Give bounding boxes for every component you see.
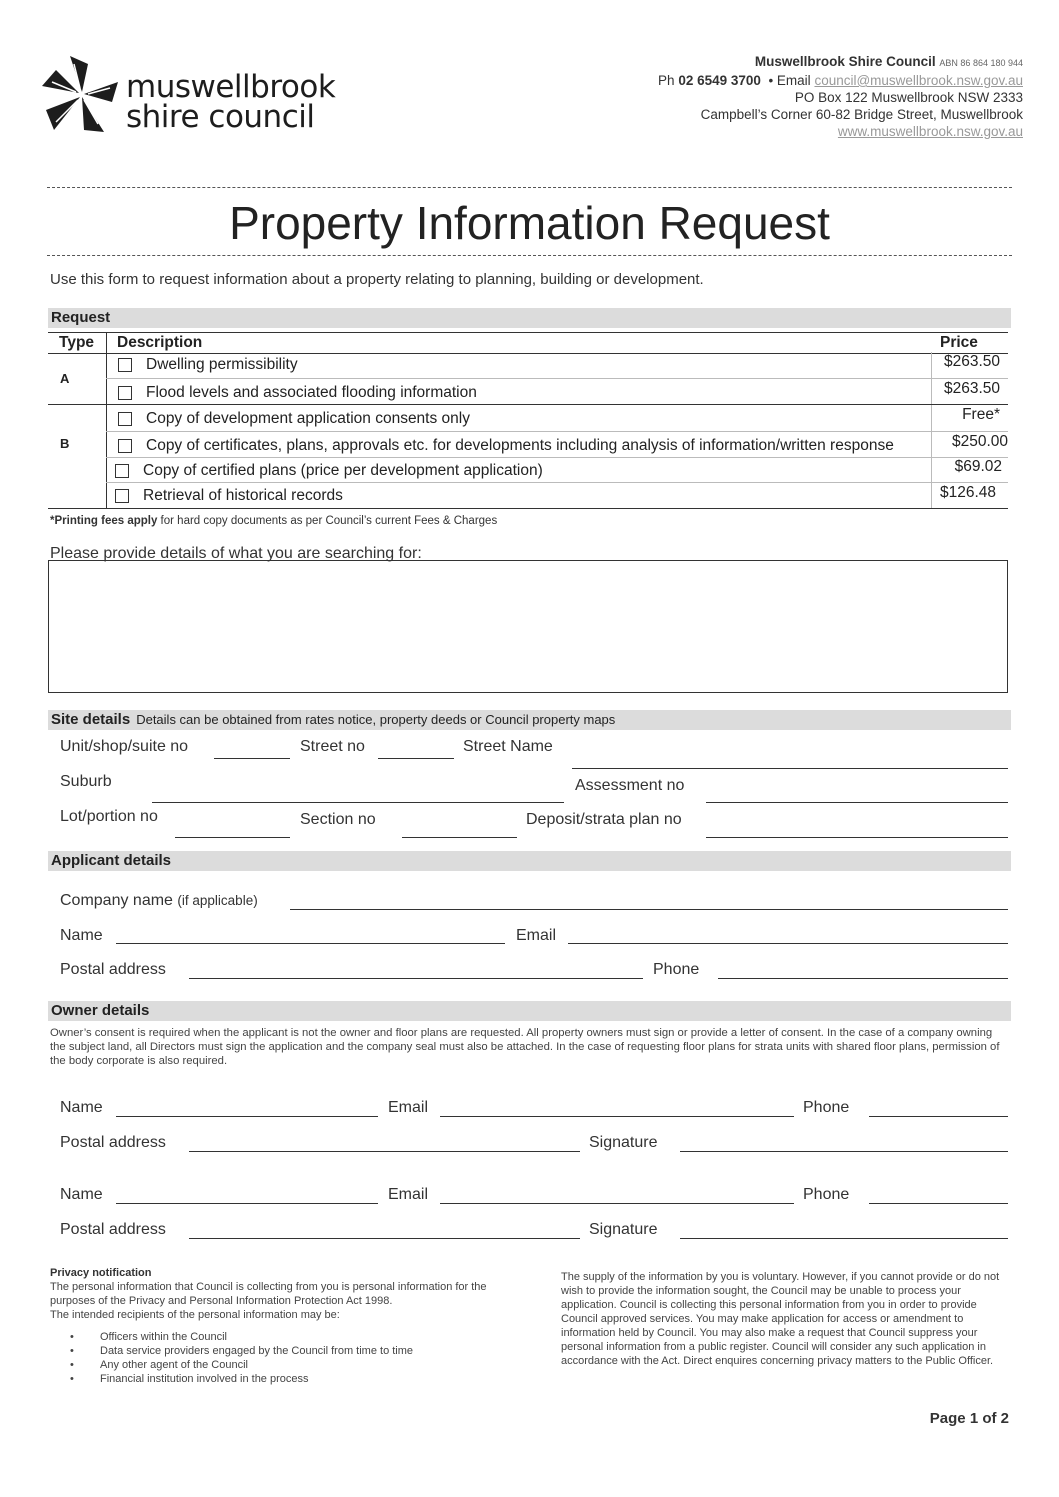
owner2-email-label: Email (388, 1186, 429, 1203)
owner2-postal-field[interactable] (189, 1238, 580, 1239)
row-label: Flood levels and associated flooding information (146, 384, 477, 401)
col-description: Description (117, 334, 203, 351)
owner1-phone-field[interactable] (869, 1116, 1008, 1117)
details-textarea[interactable] (48, 560, 1008, 693)
council-logo (40, 52, 340, 142)
company-field[interactable] (290, 909, 1008, 910)
owner-section-header (48, 1001, 1011, 1021)
org-name: Muswellbrook Shire Council (754, 54, 936, 69)
street-name-label: Street Name (463, 738, 553, 755)
details-prompt: Please provide details of what you are searching for: (50, 545, 422, 562)
printing-note (50, 515, 497, 527)
owner1-signature-field[interactable] (680, 1151, 1008, 1152)
printing-note-bold: *Printing fees apply (50, 515, 158, 527)
applicant-postal-label: Postal address (60, 961, 166, 978)
type-b: B (60, 436, 70, 451)
street-address: Campbell’s Corner 60-82 Bridge Street, Muswellbrook (700, 107, 1023, 122)
list-item: • Financial institution involved in the process (70, 1373, 309, 1385)
applicant-name-label: Name (60, 927, 103, 944)
applicant-email-label: Email (516, 927, 557, 944)
type-a: A (60, 371, 70, 386)
lot-label: Lot/portion no (60, 808, 158, 825)
row-price: $250.00 (951, 433, 1008, 450)
applicant-name-field[interactable] (116, 943, 505, 944)
street-no-field[interactable] (378, 758, 454, 759)
col-type: Type (59, 334, 95, 351)
company-label-note: (if applicable) (177, 893, 258, 908)
applicant-postal-field[interactable] (189, 978, 643, 979)
checkbox-dwelling[interactable] (118, 358, 132, 372)
privacy-bullet: Any other agent of the Council (100, 1359, 248, 1371)
owner1-name-field[interactable] (116, 1116, 378, 1117)
owner2-phone-label: Phone (803, 1186, 850, 1203)
request-section-header (48, 308, 1011, 328)
row-label: Retrieval of historical records (143, 487, 343, 504)
site-section-title: Site details (51, 711, 131, 728)
owner-note: Owner’s consent is required when the applicant is not the owner and floor plans are requested. All property owners must sign or provide a letter of consent. In the case of a company owning the subject land, all Directors must sign the application and the company seal must also be attached. In the case of requesting floor plans for strata units with shared floor plans, permission of the body corporate is also required. (50, 1027, 1000, 1067)
request-row[interactable] (106, 410, 470, 428)
assessment-label: Assessment no (575, 777, 685, 794)
owner2-email-field[interactable] (440, 1203, 794, 1204)
applicant-section-title: Applicant details (51, 852, 172, 869)
privacy-heading: Privacy notification (50, 1267, 152, 1279)
checkbox-da-consents[interactable] (118, 412, 132, 426)
applicant-phone-label: Phone (653, 961, 700, 978)
owner2-name-field[interactable] (116, 1203, 378, 1204)
suburb-field[interactable] (152, 802, 564, 803)
po-box: PO Box 122 Muswellbrook NSW 2333 (794, 90, 1023, 105)
owner2-postal-label: Postal address (60, 1221, 166, 1238)
owner1-postal-label: Postal address (60, 1134, 166, 1151)
abn: ABN 86 864 180 944 (939, 58, 1023, 68)
page-number: Page 1 of 2 (929, 1410, 1009, 1427)
owner2-signature-field[interactable] (680, 1238, 1008, 1239)
list-item: • Any other agent of the Council (70, 1359, 248, 1371)
section-field[interactable] (402, 837, 517, 838)
phone-label: Ph (658, 73, 675, 88)
site-section-sub: Details can be obtained from rates notice, property deeds or Council property maps (136, 712, 616, 727)
row-price: $263.50 (943, 353, 1000, 370)
owner-section-title: Owner details (51, 1002, 150, 1019)
row-price: Free* (962, 406, 1000, 423)
email-label: • Email (768, 73, 811, 88)
privacy-para1: The personal information that Council is collecting from you is personal information for the purposes of the Privacy and Personal Information Protection Act 1998. (50, 1281, 487, 1307)
site-section-header (48, 710, 1011, 730)
request-row[interactable] (106, 356, 298, 374)
deposit-field[interactable] (706, 837, 1008, 838)
phone: 02 6549 3700 (678, 73, 761, 88)
owner2-phone-field[interactable] (869, 1203, 1008, 1204)
request-table (48, 332, 1008, 508)
checkbox-historical[interactable] (115, 489, 129, 503)
company-label (60, 892, 258, 910)
row-label: Copy of development application consents only (146, 410, 470, 427)
owner2-name-label: Name (60, 1186, 103, 1203)
applicant-phone-field[interactable] (718, 978, 1008, 979)
suburb-label: Suburb (60, 773, 112, 790)
row-label: Copy of certificates, plans, approvals etc. for developments including analysis of information/written response (146, 437, 894, 454)
street-name-field[interactable] (572, 768, 1008, 769)
section-label: Section no (300, 811, 376, 828)
assessment-field[interactable] (706, 802, 1008, 803)
flower-logo-icon (40, 52, 124, 138)
request-row[interactable] (106, 437, 894, 455)
owner1-name-label: Name (60, 1099, 103, 1116)
privacy-left (50, 1266, 495, 1386)
unit-field[interactable] (214, 758, 290, 759)
logo-line-1: muswellbrook (126, 69, 336, 105)
street-no-label: Street no (300, 738, 365, 755)
row-label: Copy of certified plans (price per development application) (143, 462, 543, 479)
checkbox-certified-plans[interactable] (115, 464, 129, 478)
request-row[interactable] (103, 462, 543, 480)
col-price: Price (940, 334, 978, 351)
divider-bottom (47, 255, 1012, 256)
applicant-section-header (48, 851, 1011, 871)
lot-field[interactable] (175, 837, 290, 838)
deposit-label: Deposit/strata plan no (526, 811, 682, 828)
row-price: $126.48 (939, 484, 996, 501)
email-link[interactable]: council@muswellbrook.nsw.gov.au (814, 73, 1023, 88)
privacy-bullet: Officers within the Council (100, 1331, 227, 1343)
unit-label: Unit/shop/suite no (60, 738, 189, 755)
checkbox-flood[interactable] (118, 386, 132, 400)
logo-line-2: shire council (126, 99, 315, 135)
list-item: • Data service providers engaged by the Council from time to time (70, 1345, 414, 1357)
company-label-text: Company name (60, 892, 173, 909)
intro-text: Use this form to request information about a property relating to planning, building or development. (50, 271, 704, 288)
website-link[interactable]: www.muswellbrook.nsw.gov.au (837, 124, 1023, 139)
row-label: Dwelling permissibility (146, 356, 298, 373)
owner1-signature-label: Signature (589, 1134, 658, 1151)
list-item: • Officers within the Council (70, 1331, 227, 1343)
privacy-para2: The intended recipients of the personal information may be: (50, 1309, 340, 1321)
divider-top (47, 187, 1012, 188)
owner1-email-label: Email (388, 1099, 429, 1116)
page-title: Property Information Request (229, 197, 830, 249)
privacy-bullet: Financial institution involved in the process (100, 1373, 309, 1385)
contact-block (463, 53, 1023, 140)
request-row[interactable] (103, 487, 343, 505)
row-price: $69.02 (954, 458, 1002, 475)
owner2-signature-label: Signature (589, 1221, 658, 1238)
privacy-bullet: Data service providers engaged by the Council from time to time (100, 1345, 414, 1357)
request-section-title: Request (51, 309, 111, 326)
privacy-right: The supply of the information by you is voluntary. However, if you cannot provide or do not wish to provide the information sought, the Council may be unable to process your application. Council is collecting this personal information from you in order to provide Council approved services. You may make application for access or amendment to information held by Council. You may also make a request that Council suppress your personal information from a public register. Council will consider any such application in accordance with the Act. Direct enquires concerning privacy matters to the Public Officer. (561, 1271, 1000, 1367)
owner1-email-field[interactable] (440, 1116, 794, 1117)
applicant-email-field[interactable] (568, 943, 1008, 944)
printing-note-rest: for hard copy documents as per Council’s current Fees & Charges (157, 515, 498, 527)
request-row[interactable] (106, 384, 477, 402)
owner1-postal-field[interactable] (189, 1151, 580, 1152)
row-price: $263.50 (943, 380, 1000, 397)
owner1-phone-label: Phone (803, 1099, 850, 1116)
checkbox-certificates[interactable] (118, 439, 132, 453)
